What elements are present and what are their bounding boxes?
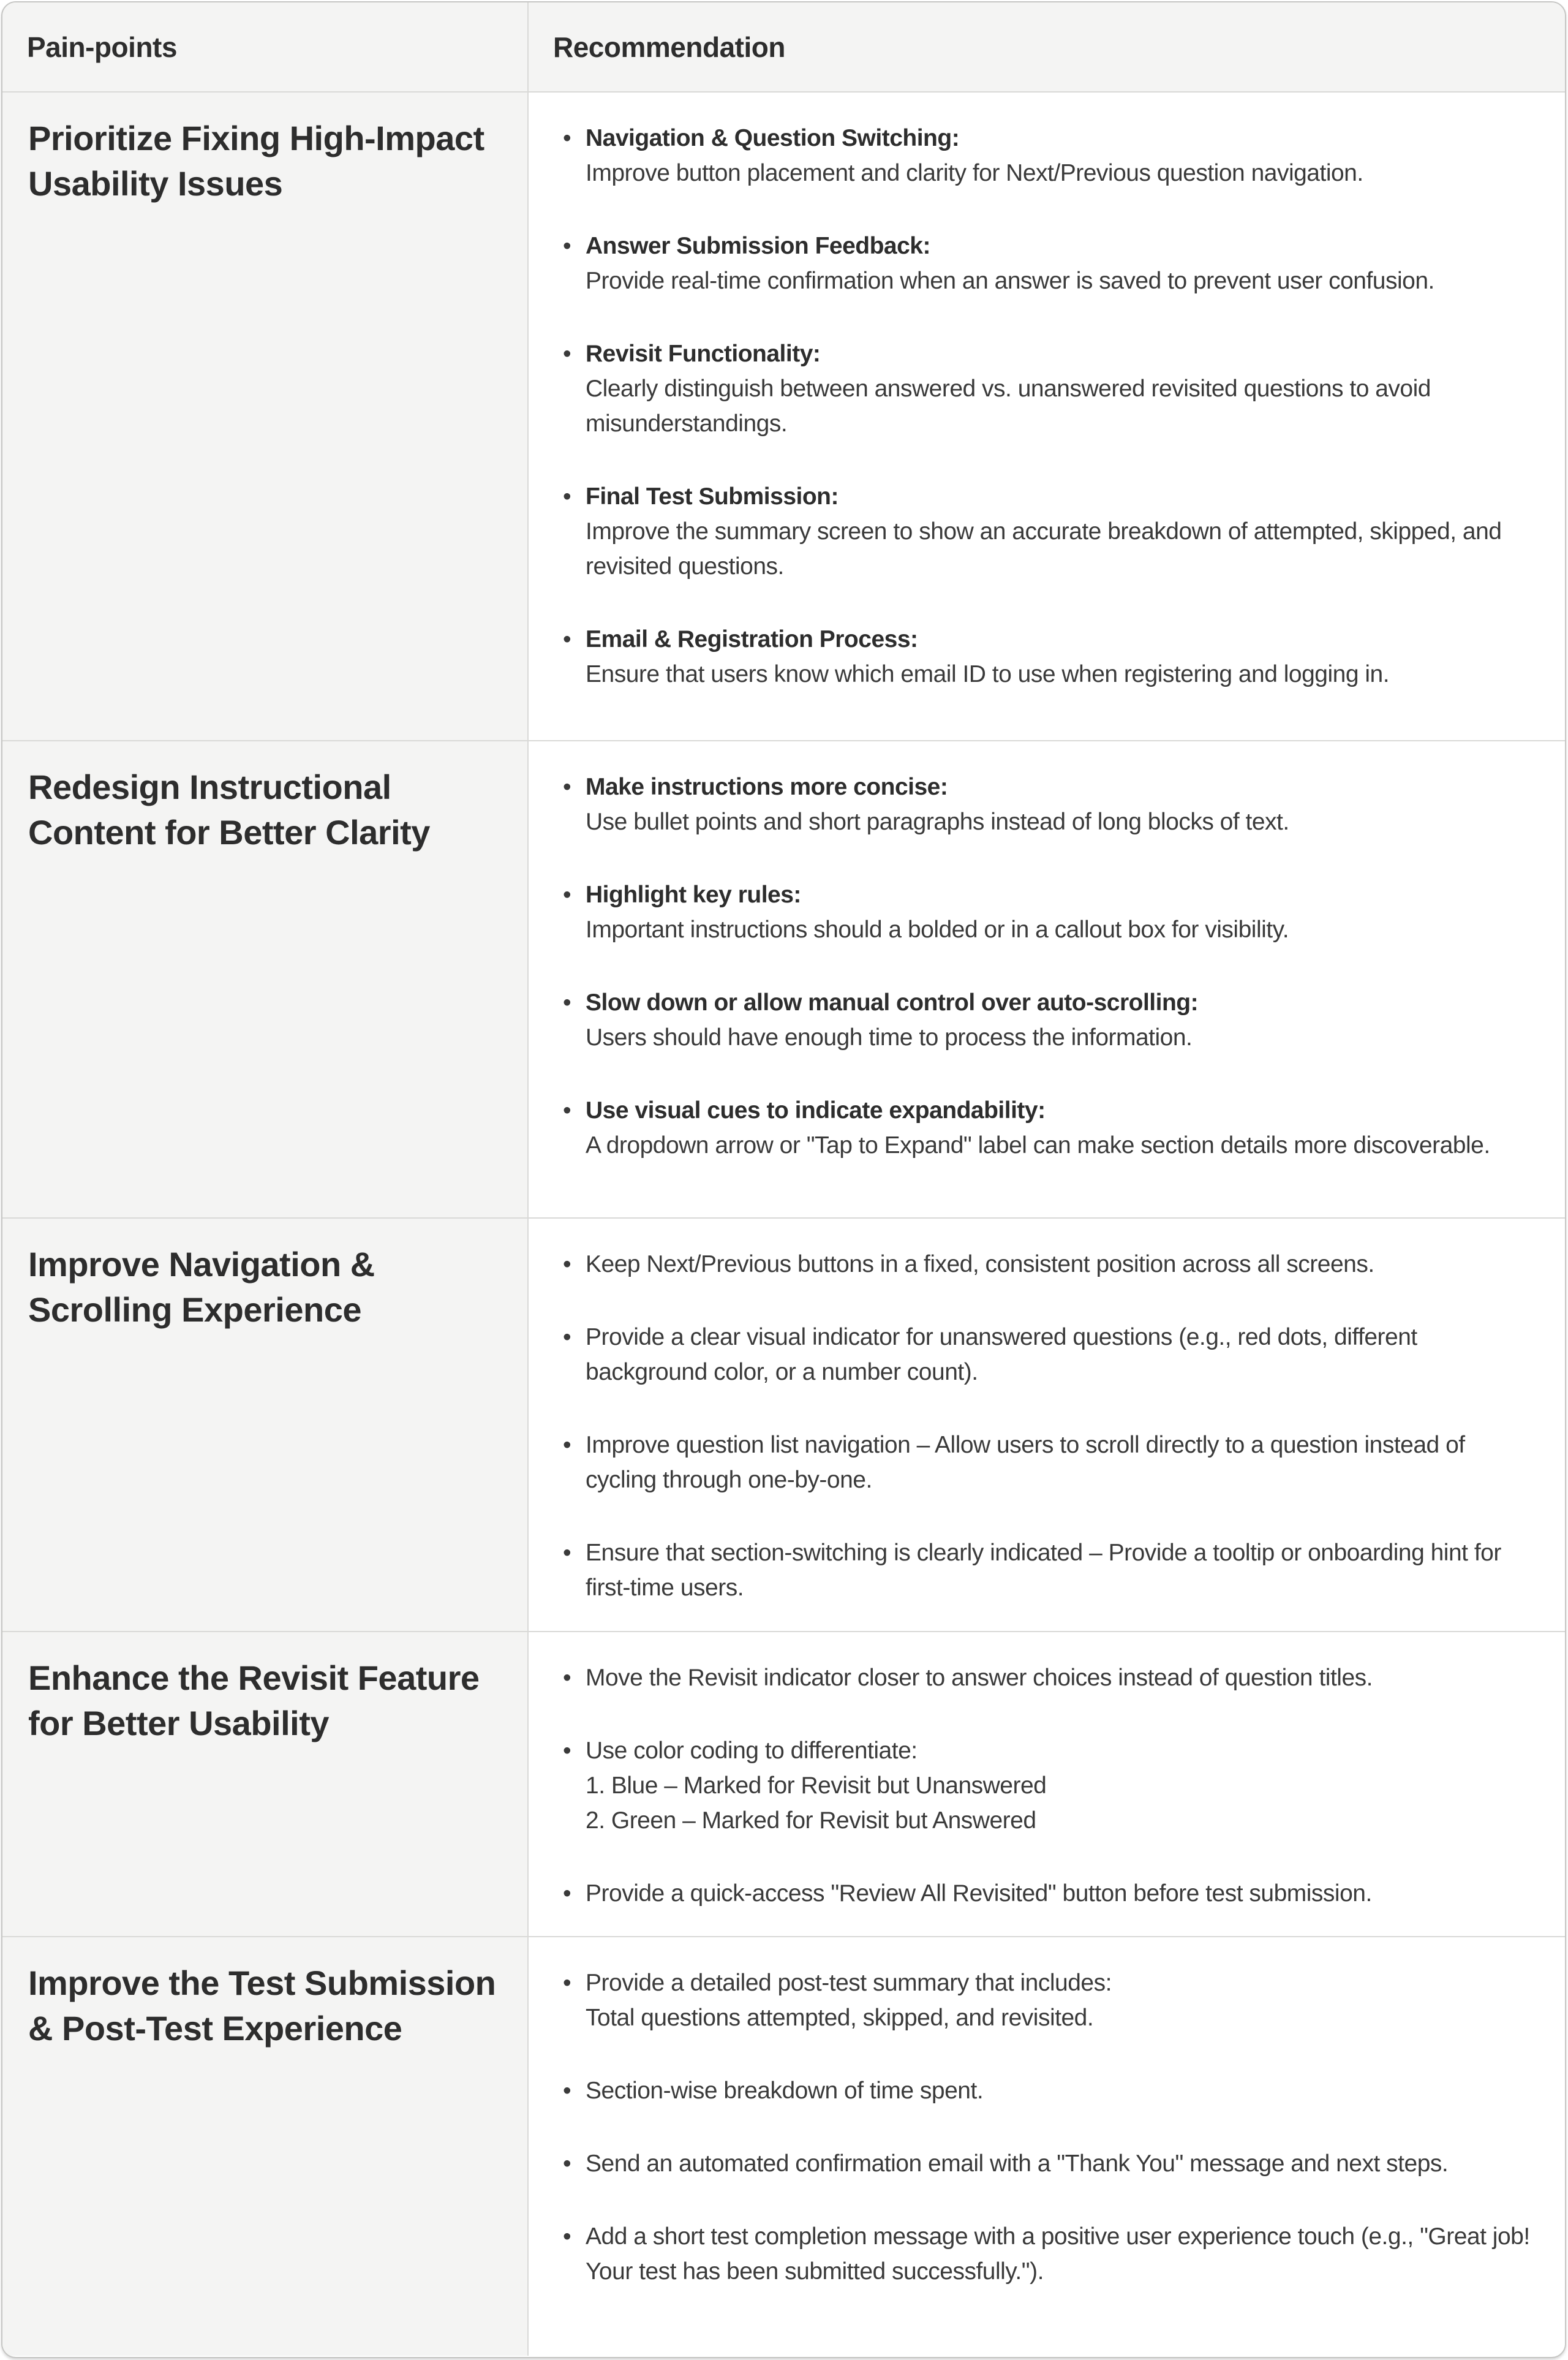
bullet-icon: • [563,882,571,908]
bullet-icon: • [563,774,571,800]
recommendation-list [554,1965,1540,2289]
bullet-icon: • [563,2223,571,2250]
table-row [2,1937,1565,2356]
painpoints-recommendations-table [1,1,1566,2358]
bullet-icon: • [563,233,571,259]
item-text: Ensure that users know which email ID to use when registering and logging in. [586,661,1390,687]
item-text: A dropdown arrow or "Tap to Expand" label can make section details more discoverable. [586,1132,1490,1159]
recommendation-item [554,2073,1540,2108]
table-row [2,93,1565,741]
recommendation-item [554,1965,1540,2035]
recommendation-item [554,1733,1540,1838]
recommendation-list [554,1660,1540,1911]
item-text: Clearly distinguish between answered vs. unanswered revisited questions to avoid misunderstandings. [586,376,1431,437]
bullet-icon: • [563,1251,571,1277]
recommendation-cell [529,1937,1565,2356]
item-subline: 2. Green – Marked for Revisit but Answered [586,1807,1036,1834]
item-title: Use visual cues to indicate expandability: [586,1097,1046,1124]
bullet-icon: • [563,341,571,367]
item-text: Provide a detailed post-test summary that includes: [586,1970,1112,1996]
bullet-icon: • [563,1324,571,1350]
recommendation-item [554,1428,1540,1497]
recommendation-item [554,1535,1540,1605]
painpoint-cell: Enhance the Revisit Feature for Better Usability [2,1632,529,1936]
recommendation-item [554,1247,1540,1282]
recommendation-cell [529,93,1565,740]
recommendation-list [554,1247,1540,1605]
bullet-icon: • [563,125,571,151]
bullet-icon: • [563,1540,571,1566]
bullet-icon: • [563,1880,571,1907]
item-title: Final Test Submission: [586,483,839,510]
table-row [2,741,1565,1219]
header-cell-painpoints: Pain-points [2,2,529,91]
bullet-icon: • [563,1970,571,1996]
item-text: Important instructions should a bolded or in a callout box for visibility. [586,917,1289,943]
item-subline: 1. Blue – Marked for Revisit but Unanswered [586,1772,1047,1799]
recommendation-item [554,2146,1540,2181]
table-body [2,93,1565,2356]
recommendation-item [554,336,1540,441]
table-row [2,1632,1565,1937]
bullet-icon: • [563,1432,571,1458]
item-title: Email & Registration Process: [586,626,918,652]
bullet-icon: • [563,626,571,652]
recommendation-item [554,1320,1540,1390]
bullet-icon: • [563,483,571,510]
recommendation-item [554,985,1540,1055]
item-title: Highlight key rules: [586,882,801,908]
recommendation-item [554,770,1540,839]
bullet-icon: • [563,2078,571,2104]
recommendation-item [554,479,1540,584]
item-title: Make instructions more concise: [586,774,948,800]
item-title: Answer Submission Feedback: [586,233,930,259]
recommendation-item [554,121,1540,191]
bullet-icon: • [563,989,571,1016]
item-text: Add a short test completion message with a positive user experience touch (e.g., "Great job! Your test has been submitted successfully."). [586,2223,1530,2285]
recommendation-item [554,2219,1540,2289]
item-text: Use color coding to differentiate: [586,1738,918,1764]
item-text: Section-wise breakdown of time spent. [586,2078,984,2104]
item-text: Move the Revisit indicator closer to answer choices instead of question titles. [586,1665,1373,1691]
recommendation-item [554,622,1540,692]
header-cell-recommendation: Recommendation [553,31,785,63]
recommendation-list [554,770,1540,1163]
recommendation-cell [529,1219,1565,1631]
recommendation-item [554,877,1540,947]
item-text: Improve button placement and clarity for Next/Previous question navigation. [586,160,1363,186]
recommendation-cell [529,741,1565,1217]
item-text: Keep Next/Previous buttons in a fixed, consistent position across all screens. [586,1251,1374,1277]
item-title: Navigation & Question Switching: [586,125,960,151]
bullet-icon: • [563,1097,571,1124]
item-subline: Total questions attempted, skipped, and revisited. [586,2005,1094,2031]
item-text: Improve the summary screen to show an accurate breakdown of attempted, skipped, and revisited questions. [586,518,1502,580]
item-text: Send an automated confirmation email with a "Thank You" message and next steps. [586,2150,1449,2177]
table-row [2,1219,1565,1632]
table-header-row [2,2,1565,93]
item-text: Provide a quick-access "Review All Revisited" button before test submission. [586,1880,1372,1907]
recommendation-item [554,1093,1540,1163]
painpoint-cell: Improve the Test Submission & Post-Test Experience [2,1937,529,2356]
item-text: Provide a clear visual indicator for unanswered questions (e.g., red dots, different background color, or a number count). [586,1324,1417,1385]
item-title: Slow down or allow manual control over auto-scrolling: [586,989,1199,1016]
bullet-icon: • [563,1738,571,1764]
recommendation-list [554,121,1540,692]
recommendation-cell [529,1632,1565,1936]
item-text: Users should have enough time to process the information. [586,1024,1193,1051]
painpoint-cell: Improve Navigation & Scrolling Experience [2,1219,529,1631]
item-text: Provide real-time confirmation when an answer is saved to prevent user confusion. [586,268,1434,294]
item-title: Revisit Functionality: [586,341,821,367]
recommendation-item [554,1660,1540,1695]
bullet-icon: • [563,2150,571,2177]
painpoint-cell: Redesign Instructional Content for Better Clarity [2,741,529,1217]
item-text: Use bullet points and short paragraphs instead of long blocks of text. [586,809,1289,835]
recommendation-item [554,1876,1540,1911]
recommendation-item [554,229,1540,298]
item-text: Improve question list navigation – Allow users to scroll directly to a question instead of cycling through one-by-one. [586,1432,1465,1493]
bullet-icon: • [563,1665,571,1691]
painpoint-cell: Prioritize Fixing High-Impact Usability Issues [2,93,529,740]
item-text: Ensure that section-switching is clearly indicated – Provide a tooltip or onboarding hint for first-time users. [586,1540,1501,1601]
